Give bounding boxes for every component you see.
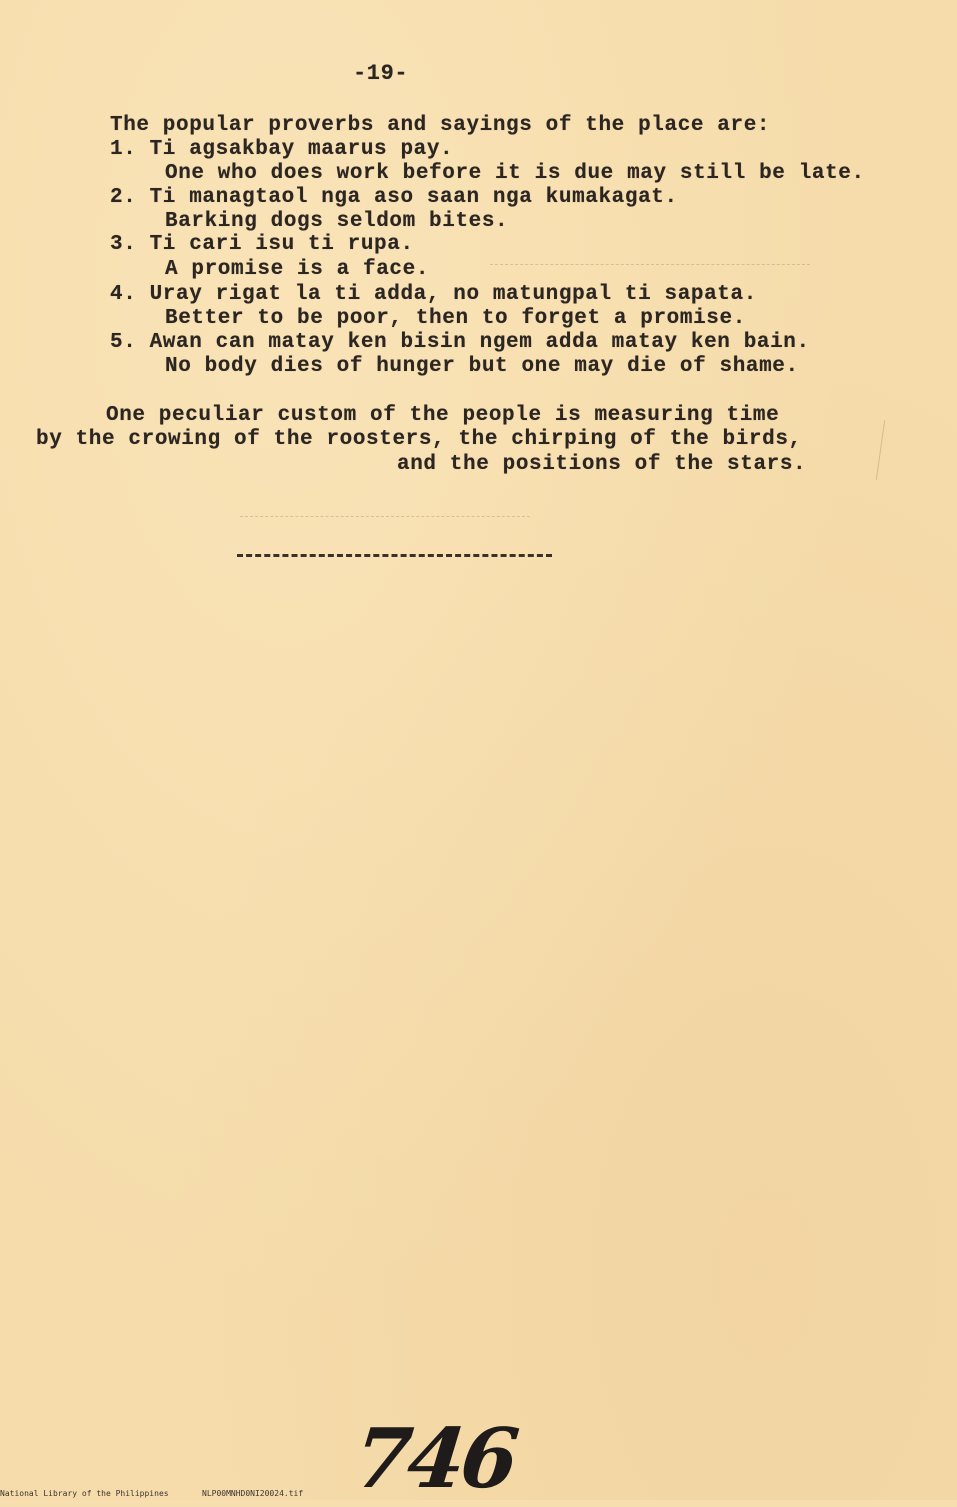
paper-crease: [876, 420, 885, 480]
page-number: -19-: [353, 61, 409, 86]
proverb-3-native: 3. Ti cari isu ti rupa.: [110, 233, 414, 256]
proverb-5-english: No body dies of hunger but one may die of shame.: [165, 355, 799, 378]
footer-source: National Library of the Philippines: [0, 1489, 169, 1498]
handwritten-page-number: 746: [349, 1411, 520, 1507]
proverb-4-native: 4. Uray rigat la ti adda, no matungpal ti sapata.: [110, 283, 757, 306]
custom-line-1: One peculiar custom of the people is measuring time: [106, 404, 780, 427]
faint-offset-mark: [490, 264, 810, 266]
custom-line-3: and the positions of the stars.: [397, 453, 807, 476]
custom-line-2: by the crowing of the roosters, the chirping of the birds,: [36, 428, 802, 451]
proverb-1-english: One who does work before it is due may still be late.: [165, 162, 865, 185]
proverb-2-native: 2. Ti managtaol nga aso saan nga kumakagat.: [110, 186, 678, 209]
proverb-5-native: 5. Awan can matay ken bisin ngem adda matay ken bain.: [110, 331, 810, 354]
intro-line: The popular proverbs and sayings of the place are:: [110, 114, 771, 137]
proverb-1-native: 1. Ti agsakbay maarus pay.: [110, 138, 454, 161]
section-divider: [237, 554, 552, 557]
footer-file: NLP00MNHD0NI20024.tif: [202, 1489, 304, 1498]
proverb-2-english: Barking dogs seldom bites.: [165, 210, 509, 233]
proverb-3-english: A promise is a face.: [165, 258, 430, 281]
proverb-4-english: Better to be poor, then to forget a promise.: [165, 307, 746, 330]
faint-offset-mark: [240, 516, 530, 518]
